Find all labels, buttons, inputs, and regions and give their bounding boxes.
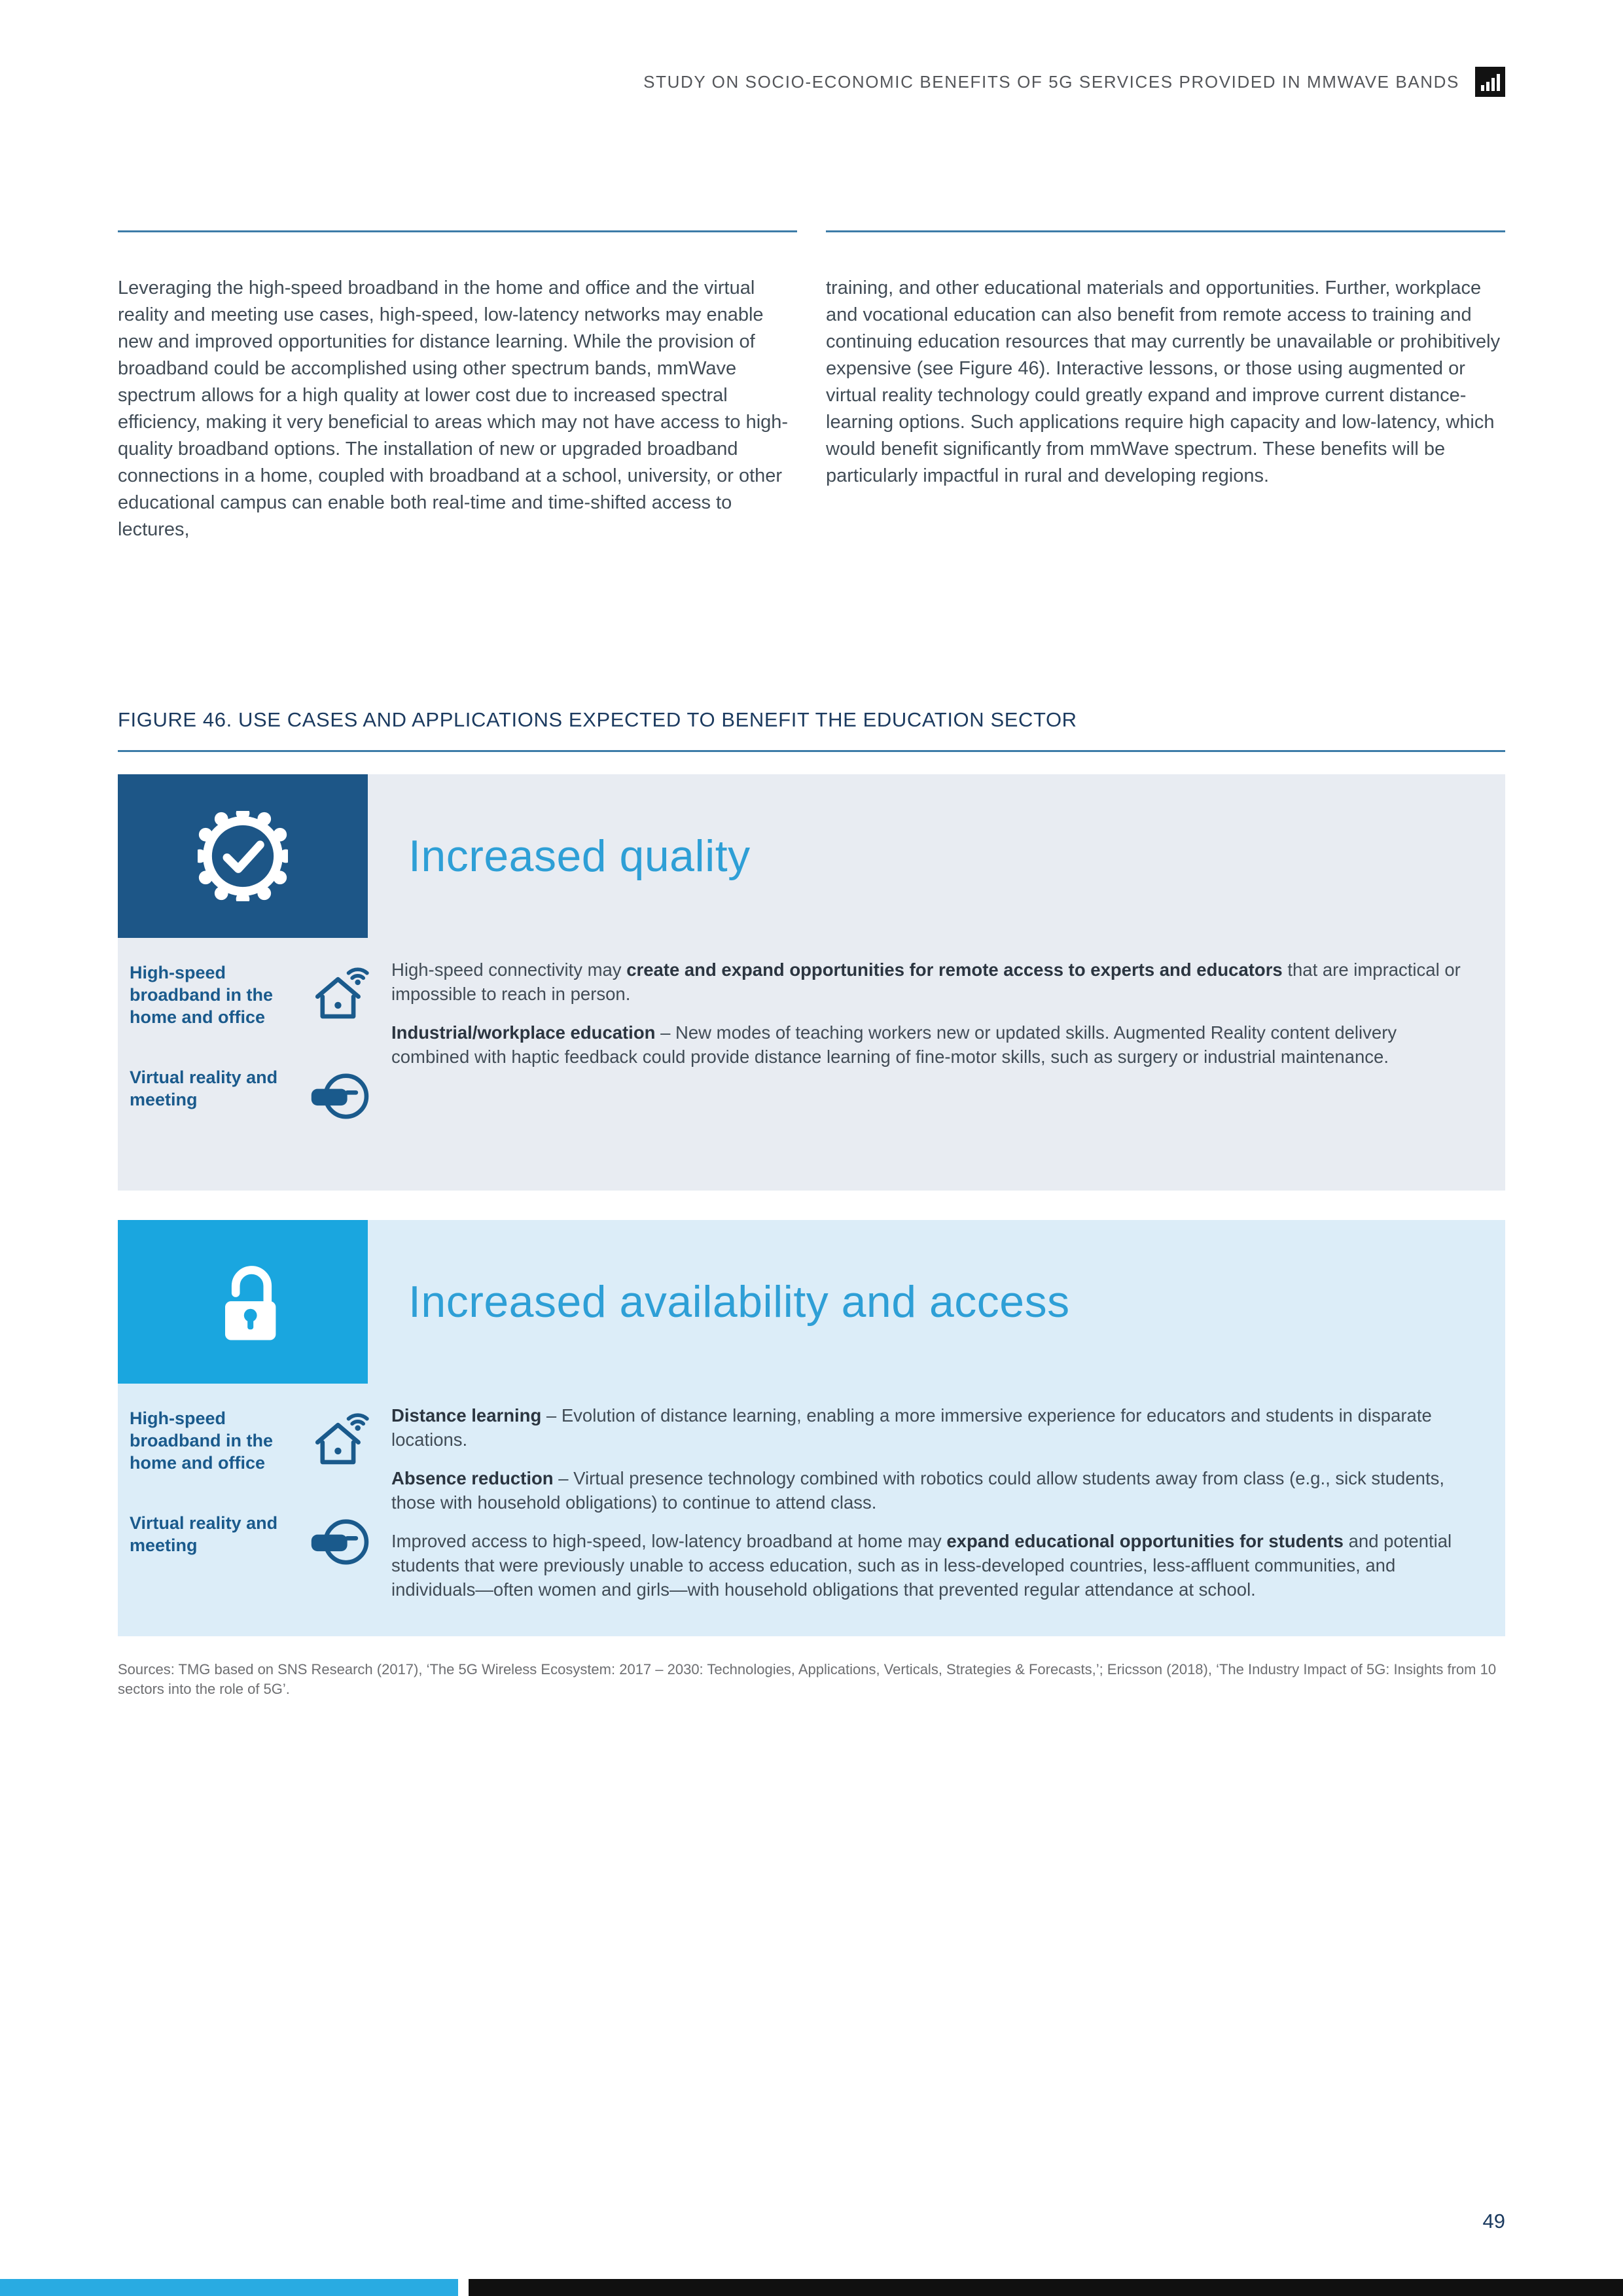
card-title: Increased quality: [408, 831, 751, 881]
column-divider-right: [826, 230, 1505, 232]
card-icon-tile: [118, 774, 368, 938]
padlock-open-icon: [184, 1251, 302, 1353]
card-paragraph: Absence reduction – Virtual presence technology combined with robotics could allow students away from class (e.g., sick students, those with household obligations) to continue to attend class.: [391, 1468, 1444, 1513]
use-case-labels: [130, 958, 391, 1162]
sources-note: Sources: TMG based on SNS Research (2017), ‘The 5G Wireless Ecosystem: 2017 – 2030: Technologies, Applications, Verticals, Strategies & Forecasts,’; Ericsson (2018), ‘The Industry Impact of 5G: Insights from 10 sectors into the role of 5G’.: [118, 1661, 1497, 1697]
use-case-labels: [130, 1403, 391, 1607]
use-case-label: Virtual reality and meeting: [130, 1513, 278, 1555]
footer-dark-bar: [469, 2279, 1623, 2296]
vr-headset-icon: [309, 1066, 377, 1124]
intro-column-right: training, and other educational materials and opportunities. Further, workplace and vocational education can also benefit from remote access to training and continuing education resources that may currently be unavailable or prohibitively expensive (see Figure 46). Interactive lessons, or those using augmented or virtual reality technology could greatly expand and improve current distance-learning options. Such applications require high capacity and low-latency, which would benefit significantly from mmWave spectrum. These benefits will be particularly impactful in rural and developing regions.: [826, 278, 1501, 486]
use-case-label: High-speed broadband in the home and office: [130, 963, 273, 1027]
card-paragraph: Industrial/workplace education – New modes of teaching workers new or updated skills. Augmented Reality content delivery combined with haptic feedback could provide distance learning of fine-motor skills, such as surgery or industrial maintenance.: [391, 1022, 1397, 1067]
brand-logo-icon: [1475, 67, 1505, 97]
running-head: STUDY ON SOCIO-ECONOMIC BENEFITS OF 5G SERVICES PROVIDED IN MMWAVE BANDS: [643, 71, 1459, 92]
vr-headset-icon: [309, 1512, 377, 1570]
card-paragraph: Distance learning – Evolution of distance learning, enabling a more immersive experience for educators and students in disparate locations.: [391, 1405, 1432, 1450]
badge-check-icon: [198, 811, 288, 901]
column-divider-left: [118, 230, 797, 232]
use-case-label: Virtual reality and meeting: [130, 1067, 278, 1109]
card-paragraphs: [391, 1403, 1479, 1607]
figure-content: [118, 774, 1505, 1699]
page-header: [118, 67, 1505, 97]
figure-title-divider: [118, 750, 1505, 752]
card-body: [118, 1384, 1505, 1636]
use-case-vr: [130, 1512, 391, 1570]
card-paragraph: High-speed connectivity may create and expand opportunities for remote access to experts and educators that are impractical or impossible to reach in person.: [391, 960, 1461, 1004]
card-paragraphs: [391, 958, 1479, 1162]
card-increased-availability: [118, 1220, 1505, 1636]
intro-columns: [118, 275, 1505, 543]
card-icon-tile: [118, 1220, 368, 1384]
use-case-label: High-speed broadband in the home and office: [130, 1408, 273, 1473]
card-increased-quality: [118, 774, 1505, 1191]
use-case-broadband: [130, 961, 391, 1028]
card-title: Increased availability and access: [408, 1277, 1070, 1327]
house-wifi-icon: [309, 1407, 377, 1469]
page-number: 49: [1482, 2210, 1505, 2233]
card-header: [118, 1220, 1505, 1384]
card-paragraph: Improved access to high-speed, low-latency broadband at home may expand educational opportunities for students and potential students that were previously unable to access education, such as in less-developed countries, less-affluent communities, and individuals—often women and girls—with household obligations that prevented regular attendance at school.: [391, 1531, 1452, 1600]
figure-title: FIGURE 46. USE CASES AND APPLICATIONS EXPECTED TO BENEFIT THE EDUCATION SECTOR: [118, 708, 1077, 731]
house-wifi-icon: [309, 961, 377, 1023]
footer-accent-bar: [0, 2279, 458, 2296]
card-body: [118, 938, 1505, 1191]
card-header: [118, 774, 1505, 938]
use-case-broadband: [130, 1407, 391, 1474]
intro-column-left: Leveraging the high-speed broadband in the home and office and the virtual reality and meeting use cases, high-speed, low-latency networks may enable new and improved opportunities for distance learning. While the provision of broadband could be accomplished using other spectrum bands, mmWave spectrum allows for a high quality at lower cost due to increased spectral efficiency, making it very beneficial to areas which may not have access to high-quality broadband options. The installation of new or upgraded broadband connections in a home, coupled with broadband at a school, university, or other educational campus can enable both real-time and time-shifted access to lectures,: [118, 278, 789, 540]
use-case-vr: [130, 1066, 391, 1124]
